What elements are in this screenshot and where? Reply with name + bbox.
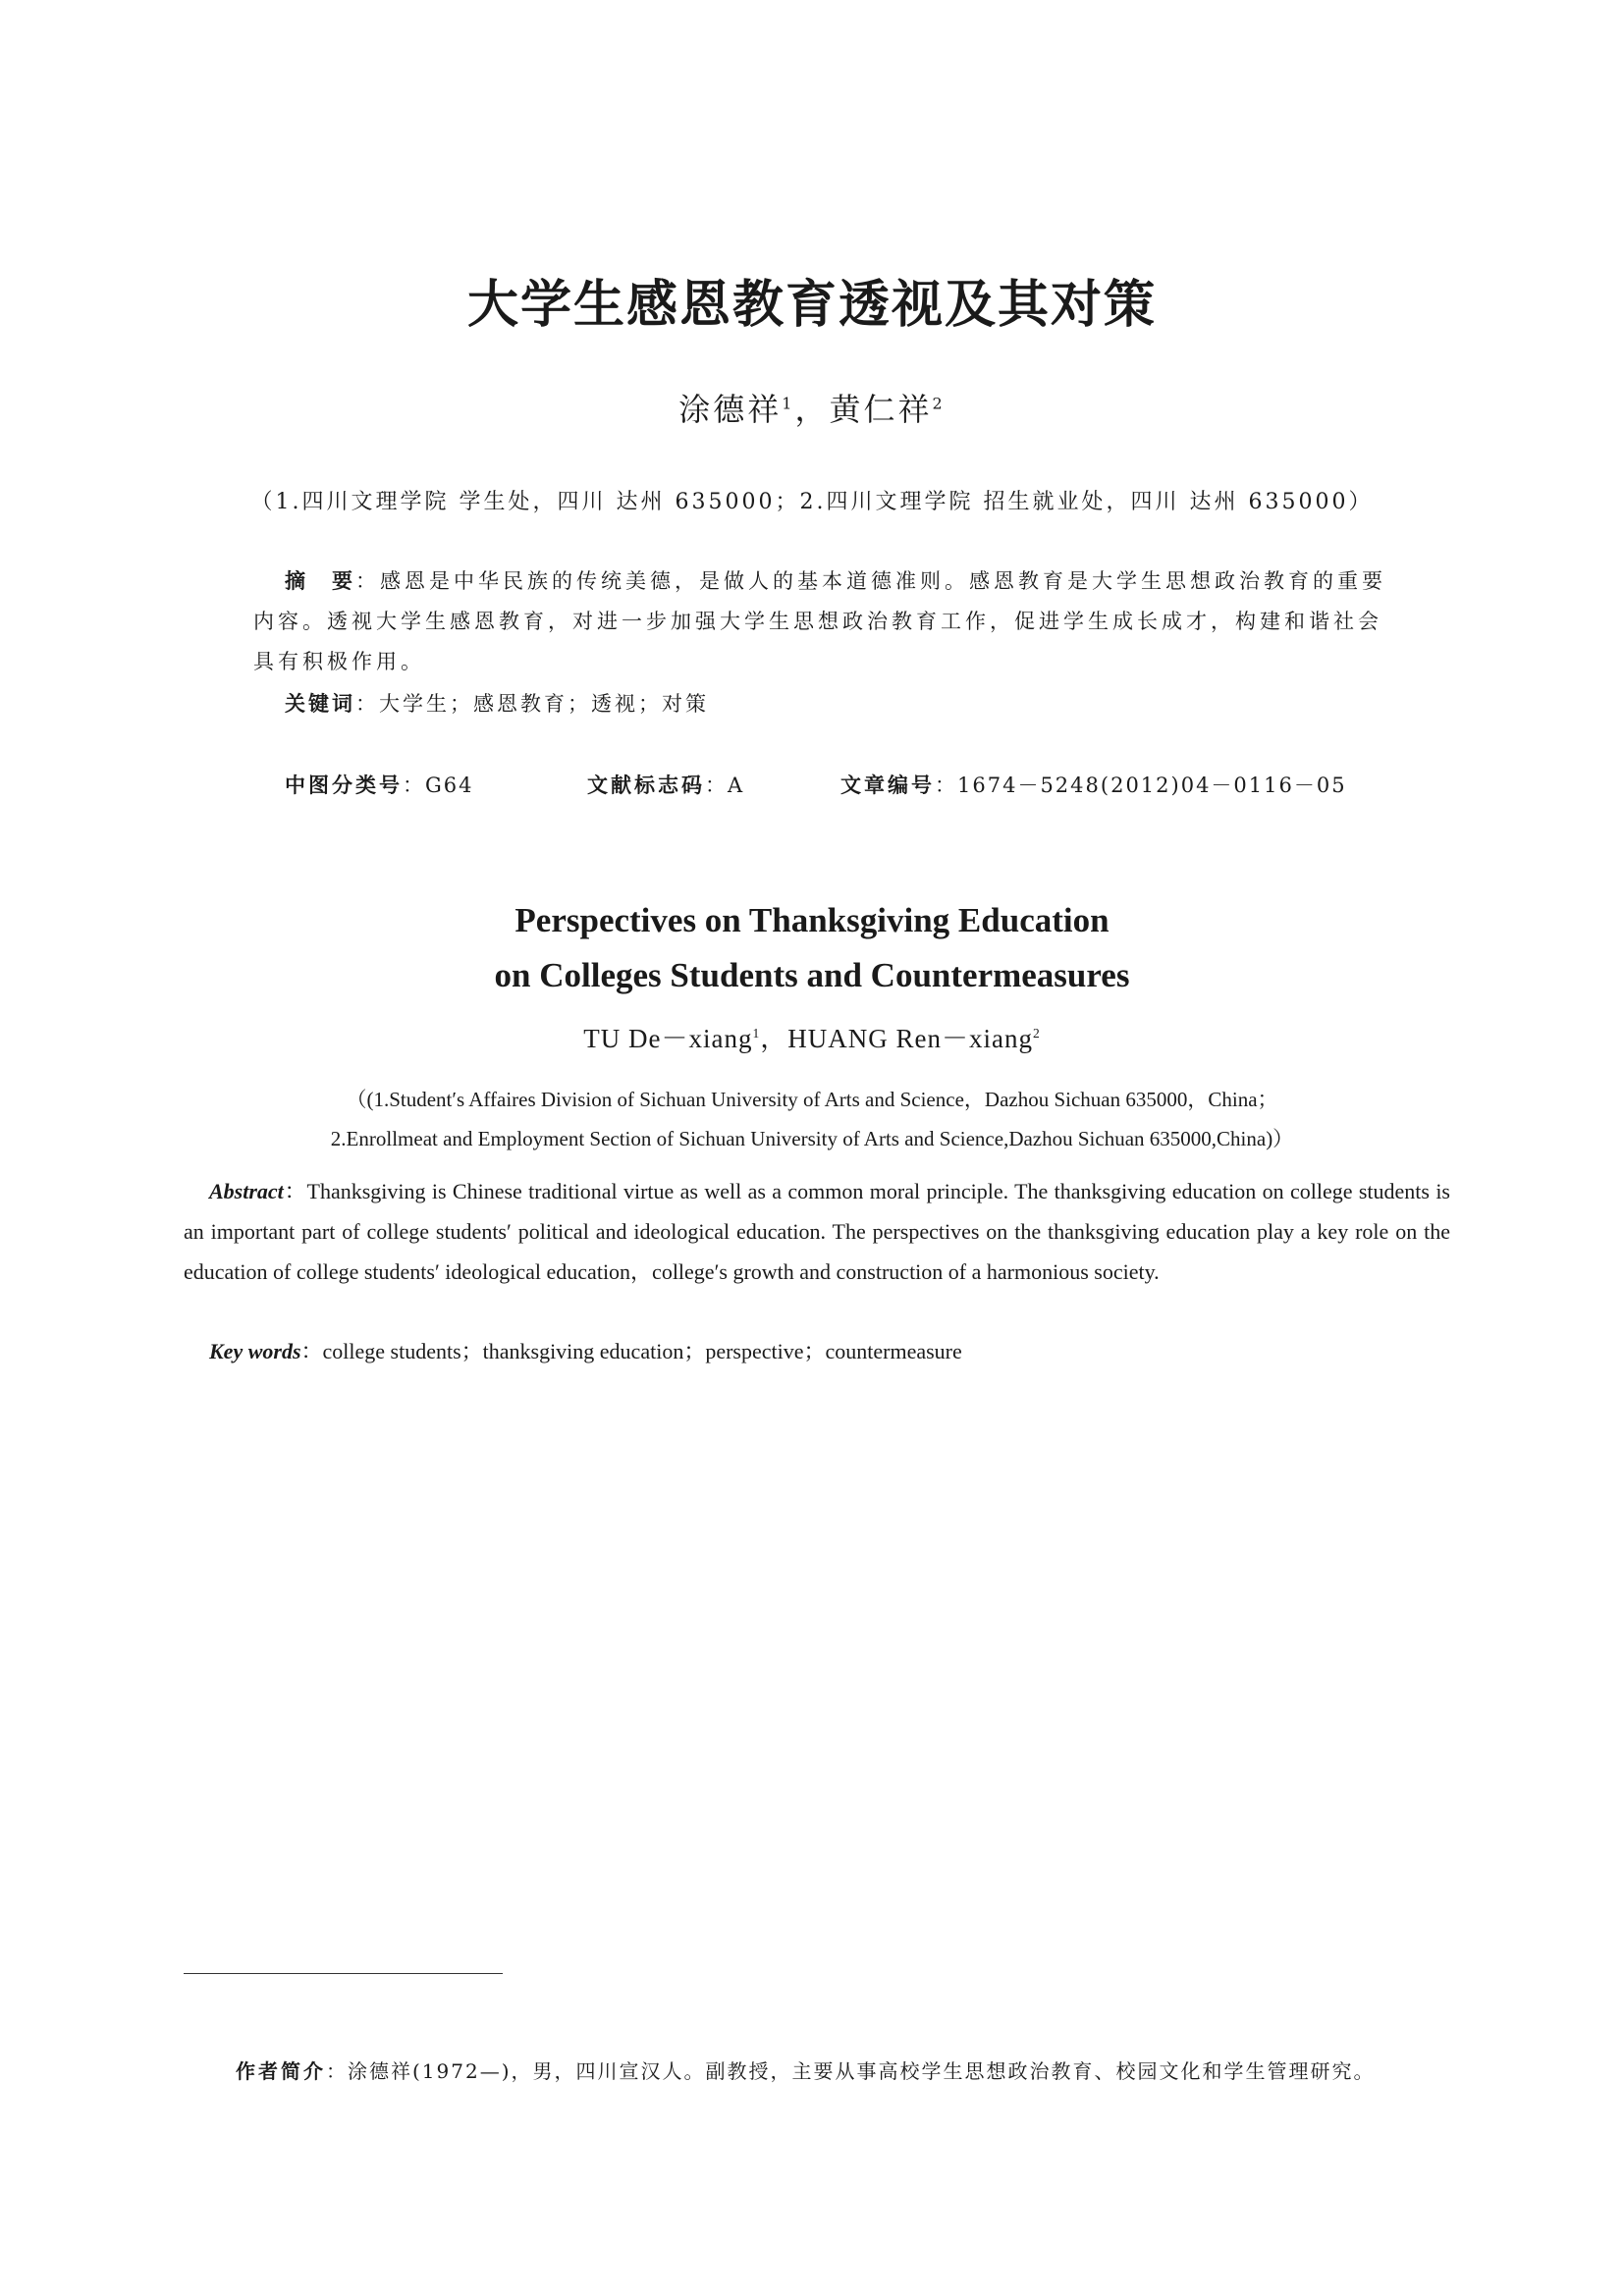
english-authors — [0, 1017, 1624, 1055]
document-code-label: 文献标志码 — [587, 774, 705, 797]
document-code-value: ：A — [705, 774, 745, 797]
english-keywords-text: ：college students；thanksgiving education；perspective；countermeasure — [300, 1339, 962, 1363]
chinese-author-separator: ， — [794, 391, 830, 428]
footnote-divider — [184, 1973, 503, 1974]
english-author-2: HUANG Ren－xiang — [787, 1024, 1033, 1053]
english-title-line-2: on Colleges Students and Countermeasures — [494, 956, 1130, 994]
chinese-author-2: 黄仁祥 — [829, 391, 933, 428]
author-bio-label: 作者简介 — [236, 2059, 326, 2083]
chinese-author-1: 涂德祥 — [678, 391, 783, 428]
clc-number — [285, 770, 474, 799]
article-number — [840, 770, 1347, 799]
clc-label: 中图分类号 — [285, 774, 403, 797]
english-keywords — [209, 1335, 962, 1365]
chinese-keywords-label: 关键词 — [285, 692, 355, 716]
chinese-abstract-text: ：感恩是中华民族的传统美德，是做人的基本道德准则。感恩教育是大学生思想政治教育的重要内容。透视大学生感恩教育，对进一步加强大学生思想政治教育工作，促进学生成长成才，构建和谐社会具有积极作用。 — [253, 569, 1386, 673]
english-title — [0, 893, 1624, 1003]
article-number-value: ：1674－5248(2012)04－0116－05 — [935, 774, 1347, 797]
english-title-line-1: Perspectives on Thanksgiving Education — [514, 901, 1110, 939]
clc-value: ：G64 — [403, 774, 474, 797]
english-keywords-label: Key words — [209, 1339, 301, 1363]
chinese-author-1-affil-marker: 1 — [782, 394, 795, 413]
english-author-2-affil-marker: 2 — [1032, 1026, 1041, 1041]
chinese-abstract-label: 摘 要 — [285, 569, 355, 593]
chinese-abstract — [253, 561, 1402, 682]
english-author-1-affil-marker: 1 — [752, 1026, 761, 1041]
author-bio-footnote — [236, 2056, 1376, 2084]
english-affiliation-line-2: 2.Enrollmeat and Employment Section of Sichuan University of Arts and Science,Dazhou Sichuan 635000,China)） — [330, 1127, 1294, 1150]
chinese-keywords — [285, 688, 709, 718]
document-code — [587, 770, 744, 799]
english-author-1: TU De－xiang — [583, 1024, 753, 1053]
english-affiliation — [0, 1080, 1624, 1158]
english-abstract-text: ：Thanksgiving is Chinese traditional virtue as well as a common moral principle. The thanksgiving education on college students is an important part of college students′ political and ideological education. The perspectives on the thanksgiving education play a key role on the education of college students′ ideological education，college′s growth and construction of a harmonious society. — [184, 1179, 1450, 1284]
author-bio-text: ：涂德祥(1972—)，男，四川宣汉人。副教授，主要从事高校学生思想政治教育、校园文化和学生管理研究。 — [326, 2059, 1376, 2083]
article-number-label: 文章编号 — [840, 774, 935, 797]
chinese-authors — [0, 385, 1624, 430]
chinese-title: 大学生感恩教育透视及其对策 — [466, 276, 1157, 335]
chinese-author-2-affil-marker: 2 — [932, 394, 946, 413]
english-affiliation-line-1: （(1.Student′s Affaires Division of Sichuan University of Arts and Science，Dazhou Sichuan 635000，China； — [346, 1088, 1278, 1111]
english-author-separator: ， — [760, 1024, 788, 1053]
chinese-keywords-text: ：大学生；感恩教育；透视；对策 — [355, 692, 709, 716]
english-abstract-label: Abstract — [209, 1179, 284, 1203]
chinese-affiliation: （1.四川文理学院 学生处，四川 达州 635000；2.四川文理学院 招生就业处，四川 达州 635000） — [250, 490, 1374, 514]
english-abstract — [184, 1171, 1450, 1292]
